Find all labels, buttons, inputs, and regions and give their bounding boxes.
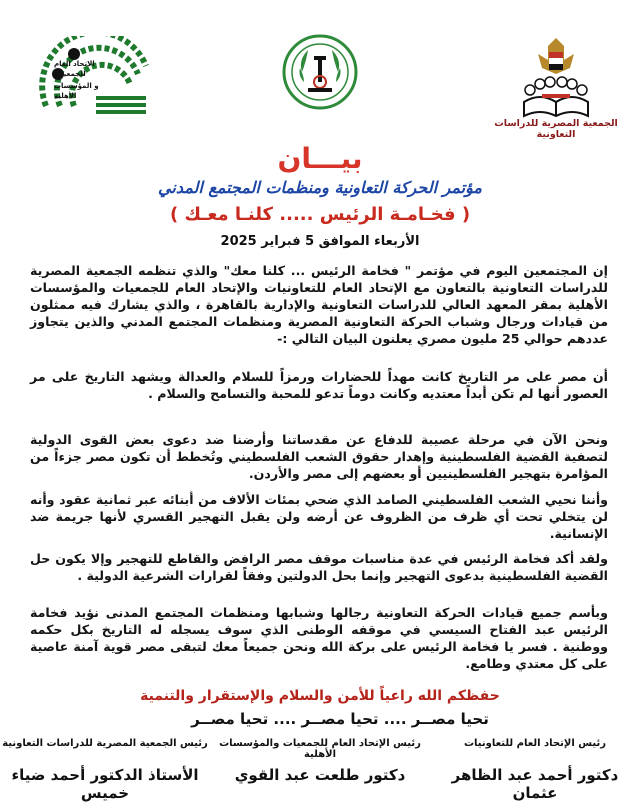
general-union-associations-logo xyxy=(6,36,156,116)
signatory-title-associations: رئيس الإتحاد العام للجمعيات والمؤسسات الأهلية xyxy=(219,738,421,760)
statement-date: الأربعاء الموافق 5 فبراير 2025 xyxy=(220,234,420,249)
conference-name: مؤتمر الحركة التعاونية ومنظمات المجتمع المدني xyxy=(158,178,482,197)
logo-text-2: للجمعيات xyxy=(54,70,86,78)
logo-text-3: و المؤسسات xyxy=(54,82,99,90)
logo-text-1: الاتحاد العام xyxy=(54,60,95,68)
paragraph-egypt-history: أن مصر على مر التاريخ كانت مهداً للحضارات ورمزاً للسلام والعدالة ويشهد التاريخ على مر العصور أنها لم تكن أبداً معتديه وكانت دوماً تدعو للمحبة والتسامح والسلام . xyxy=(30,369,608,401)
egyptian-cooperative-society-logo xyxy=(486,32,626,140)
paragraph-intro: إن المجتمعين اليوم في مؤتمر " فخامة الرئيس ... كلنا معك" والذي تنظمه الجمعية المصرية للدراسات التعاونية بالتعاون مع الإتحاد العام للتعاونيات والإتحاد العام للجمعيات والمؤسسات الأهلية بمقر المعهد العالي للدراسات التعاونية والإدارية بالقاهرة ، والذي يشارك فيه ممثلون من قيادات ورجال وشباب الحركة التعاونية المصرية ومنظمات المجتمع المدني والذين يتجاوز عددهم حوالي 25 مليون مصري يعلنون البيان التالي :- xyxy=(30,263,608,346)
seal-icon xyxy=(280,32,360,112)
logo-text-4: الأهلية xyxy=(54,92,77,100)
paragraph-current-stage: ونحن الآن في مرحلة عصيبة للدفاع عن مقدساتنا وأرضنا ضد دعوى بعض القوى الدولية لتصفية القضية الفلسطينية وإهدار حقوق الشعب الفلسطيني وتُخطط أن تكون مصر جزءاً من المؤامرة بتهجير الفلسطينيين أو بعضهم إلى مصر والأردن. xyxy=(30,432,608,481)
closing-prayer: حفظكم الله راعياً للأمن والسلام والإستقرار والتنمية xyxy=(140,688,500,704)
cooperatives-union-seal-logo xyxy=(280,32,360,112)
statement-title: بيـــان xyxy=(277,142,363,175)
eagle-book-icon xyxy=(486,32,626,124)
conference-slogan: ( فخـامـة الرئيس ..... كلنـا معـك ) xyxy=(169,204,471,225)
signatory-name-associations: دكتور طلعت عبد القوي xyxy=(234,766,406,784)
paragraph-support: وبأسم جميع قيادات الحركة التعاونية رجالها وشبابها ومنظمات المجتمع المدنى نؤيد فخامة الرئيس عبد الفتاح السيسي في موقفه الوطنى الذي سوف يسجله له التاريخ بكل حكمه ووطنية . فسر يا فخامة الرئيس على بركة الله ونحن جميعاً معك لتبقى مصر قوية آمنة عاصية على كل معتدي وطامع. xyxy=(30,605,608,671)
society-logo-caption: الجمعية المصرية للدراسات التعاونية xyxy=(494,118,618,140)
signatory-name-society: الأستاذ الدكتور أحمد ضياء خميس xyxy=(11,766,199,802)
closing-long-live-egypt: تحيا مصــر .... تحيا مصــر .... تحيا مصــر xyxy=(191,710,489,728)
green-arcs-icon xyxy=(6,36,156,116)
paragraph-salute-palestinians: وأننا نحيي الشعب الفلسطيني الصامد الذي ضحي بمئات الألاف من أبنائه عبر ثمانية عقود وأنه لن يتخلي تحت أي ظرف من الظروف عن أرضه ولن يقبل التهجير القسري لأنها جريمة ضد الإنسانية. xyxy=(30,492,608,541)
paragraph-president-position: ولقد أكد فخامة الرئيس في عدة مناسبات موقف مصر الرافض والقاطع للتهجير وإلا يكون حل القضية الفلسطينية بدعوى التهجير وإنما بحل الدولتين وفقاً لقرارات الشرعية الدولية . xyxy=(30,551,608,583)
signatory-name-cooperatives: دكتور أحمد عبد الظاهر عثمان xyxy=(451,766,619,802)
signatory-title-cooperatives: رئيس الإتحاد العام للتعاونيات xyxy=(464,738,606,749)
signatory-title-society: رئيس الجمعية المصرية للدراسات التعاونية xyxy=(2,738,208,749)
